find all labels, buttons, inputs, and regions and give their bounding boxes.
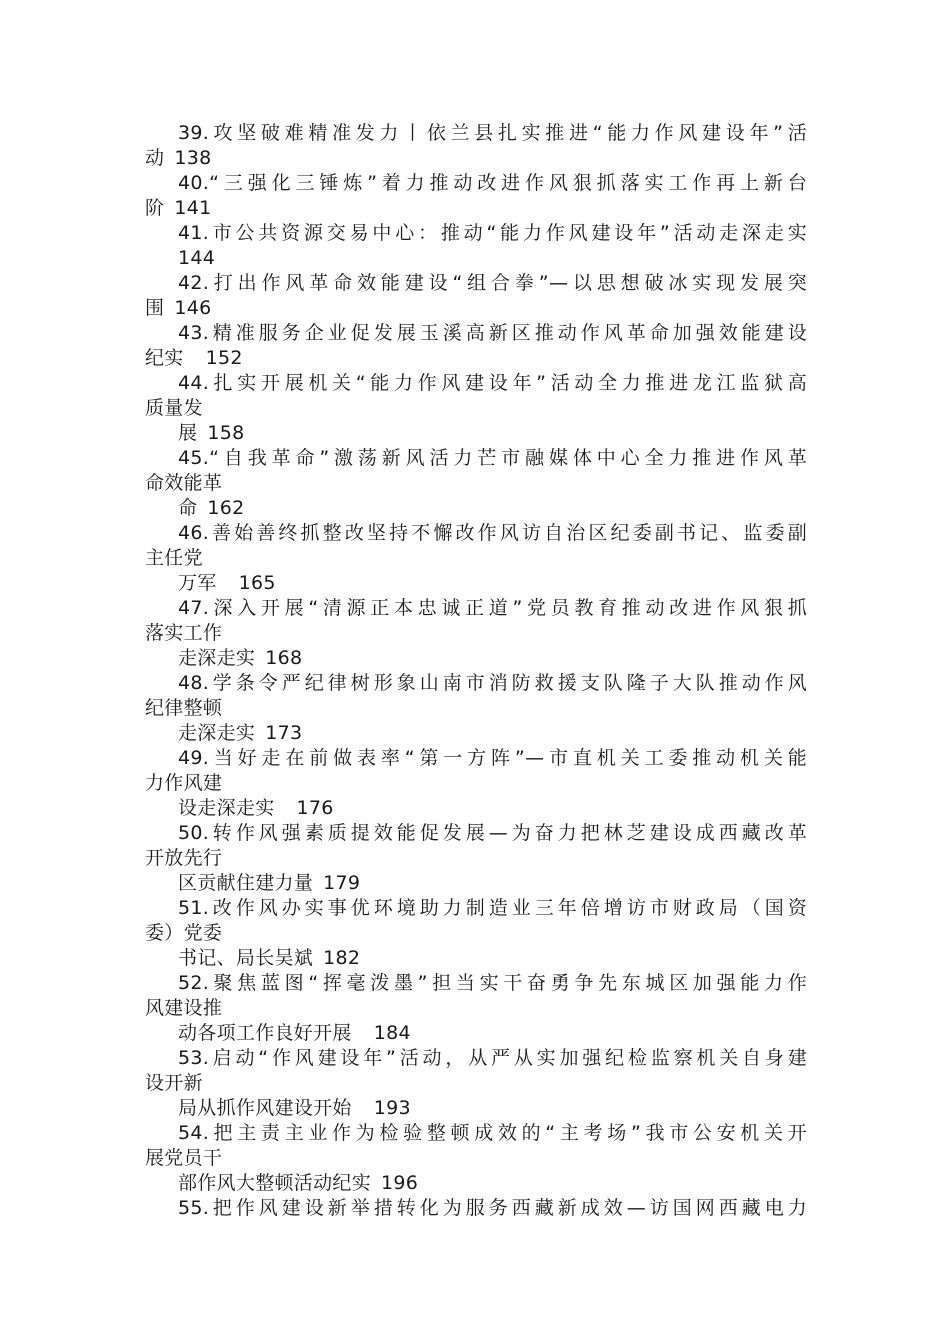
toc-page-number: 182 [323,947,361,969]
toc-line [145,496,807,521]
toc-line [145,771,807,796]
toc-entry-text: 阶 [145,197,165,219]
toc-page-number: 165 [238,572,276,594]
toc-line [145,921,807,946]
toc-entry-text: 风建设推 [145,997,223,1019]
toc-entry-text: 动各项工作良好开展 [178,1022,352,1044]
toc-entry-text: 47.深入开展“清源正本忠诚正道”党员教育推动改进作风狠抓 [178,597,807,619]
toc-entry-text: 46.善始善终抓整改坚持不懈改作风访自治区纪委副书记、监委副 [178,522,807,544]
toc-page-number: 179 [323,872,361,894]
toc-line [145,196,807,221]
toc-line [145,1121,807,1146]
toc-line [145,596,807,621]
toc-entry-text: 展党员干 [145,1147,223,1169]
toc-entry-text: 力作风建 [145,772,223,794]
toc-line [145,896,807,921]
toc-entry-text: 41.市公共资源交易中心：推动“能力作风建设年”活动走深走实 [178,222,807,244]
toc-entry-text: 区贡献住建力量 [178,872,314,894]
toc-page-number: 196 [381,1172,419,1194]
toc-entry-text: 走深走实 [178,647,256,669]
toc-line [145,521,807,546]
toc-line [145,321,807,346]
toc-line [145,846,807,871]
toc-line [145,121,807,146]
toc-line [145,246,807,271]
toc-line [145,1021,807,1046]
toc-line [145,1196,807,1221]
toc-line [145,396,807,421]
toc-entry-text: 围 [145,297,165,319]
toc-line [145,696,807,721]
toc-entry-text: 纪律整顿 [145,697,223,719]
toc-page-number: 173 [265,722,303,744]
toc-line [145,421,807,446]
toc-entry-text: 委）党委 [145,922,223,944]
toc-entry-text: 45.“自我革命”激荡新风活力芒市融媒体中心全力推进作风革 [178,447,807,469]
toc-page-number: 152 [205,347,243,369]
toc-entry-text: 走深走实 [178,722,256,744]
toc-line [145,1046,807,1071]
toc-entry-text: 50.转作风强素质提效能促发展—为奋力把林芝建设成西藏改革 [178,822,807,844]
toc-line [145,1096,807,1121]
toc-line [145,146,807,171]
toc-entry-text: 51.改作风办实事优环境助力制造业三年倍增访市财政局（国资 [178,897,807,919]
toc-page-number: 144 [178,247,216,269]
toc-line [145,871,807,896]
toc-entry-text: 43.精准服务企业促发展玉溪高新区推动作风革命加强效能建设 [178,322,807,344]
toc-line [145,1146,807,1171]
toc-entry-text: 动 [145,147,165,169]
toc-entry-text: 42.打出作风革命效能建设“组合拳”—以思想破冰实现发展突 [178,272,807,294]
toc-page-number: 162 [207,497,245,519]
toc-entry-text: 54.把主责主业作为检验整顿成效的“主考场”我市公安机关开 [178,1122,807,1144]
toc-line [145,796,807,821]
toc-line [145,946,807,971]
toc-entry-text: 44.扎实开展机关“能力作风建设年”活动全力推进龙江监狱高 [178,372,807,394]
toc-line [145,996,807,1021]
toc-entry-text: 40.“三强化三锤炼”着力推动改进作风狠抓落实工作再上新台 [178,172,807,194]
toc-page-number: 168 [265,647,303,669]
toc-entry-text: 局从抓作风建设开始 [178,1097,352,1119]
toc-line [145,746,807,771]
toc-entry-text: 展 [178,422,198,444]
toc-entry-text: 质量发 [145,397,203,419]
toc-entry-text: 设走深走实 [178,797,275,819]
toc-entry-text: 书记、局长吴斌 [178,947,314,969]
toc-line [145,971,807,996]
toc-page-number: 176 [296,797,334,819]
toc-line [145,571,807,596]
toc-entry-text: 部作风大整顿活动纪实 [178,1172,372,1194]
toc-line [145,721,807,746]
toc-line [145,271,807,296]
toc-page-number: 146 [174,297,212,319]
toc-entry-text: 49.当好走在前做表率“第一方阵”—市直机关工委推动机关能 [178,747,807,769]
toc-entry-text: 52.聚焦蓝图“挥毫泼墨”担当实干奋勇争先东城区加强能力作 [178,972,807,994]
toc-entry-text: 万军 [178,572,217,594]
toc-line [145,221,807,246]
toc-line [145,371,807,396]
toc-entry-text: 53.启动“作风建设年”活动，从严从实加强纪检监察机关自身建 [178,1047,807,1069]
toc-line [145,671,807,696]
toc-entry-text: 落实工作 [145,622,223,644]
toc-page-number: 138 [174,147,212,169]
toc-line [145,646,807,671]
toc-entry-text: 39.攻坚破难精准发力丨依兰县扎实推进“能力作风建设年”活 [178,122,807,144]
toc-line [145,1071,807,1096]
toc-page-number: 158 [207,422,245,444]
toc-line [145,346,807,371]
toc-line [145,546,807,571]
toc-line [145,621,807,646]
toc-page-number: 193 [373,1097,411,1119]
toc-line [145,821,807,846]
toc-line [145,446,807,471]
toc-line [145,171,807,196]
toc-line [145,471,807,496]
toc-entry-text: 设开新 [145,1072,203,1094]
toc-entry-text: 纪实 [145,347,184,369]
toc-entry-text: 主任党 [145,547,203,569]
toc-entry-text: 命效能革 [145,472,223,494]
toc-line [145,296,807,321]
toc-entry-text: 48.学条令严纪律树形象山南市消防救援支队隆子大队推动作风 [178,672,807,694]
toc-entry-text: 命 [178,497,198,519]
toc-entry-text: 55.把作风建设新举措转化为服务西藏新成效—访国网西藏电力 [178,1197,807,1219]
table-of-contents [145,121,807,1221]
toc-page-number: 141 [174,197,212,219]
toc-line [145,1171,807,1196]
toc-page-number: 184 [373,1022,411,1044]
toc-entry-text: 开放先行 [145,847,223,869]
